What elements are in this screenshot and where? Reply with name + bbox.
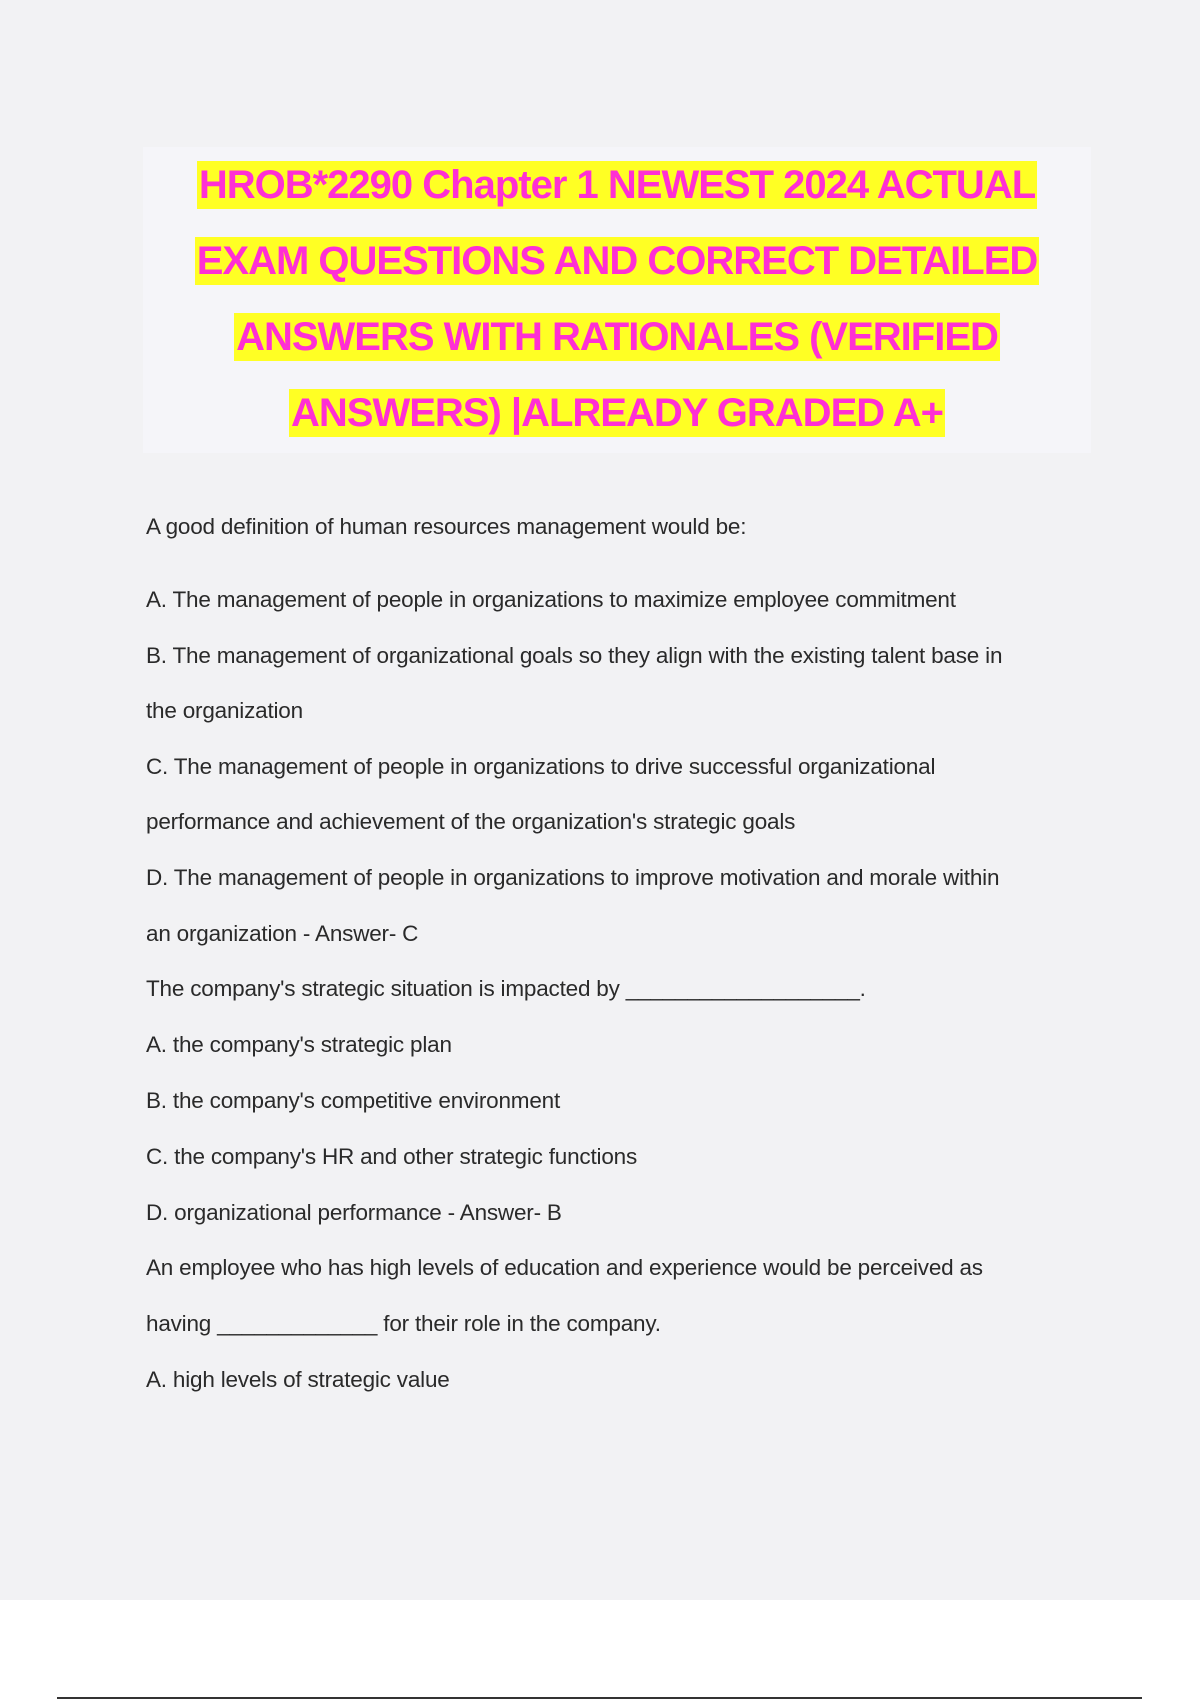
title-line: ANSWERS WITH RATIONALES (VERIFIED bbox=[236, 315, 998, 359]
answer-key: D. organizational performance - Answer- B bbox=[146, 1200, 562, 1225]
answer-option: C. The management of people in organizations to drive successful organizational bbox=[146, 754, 936, 779]
answer-option: C. the company's HR and other strategic functions bbox=[146, 1144, 637, 1169]
answer-option: A. the company's strategic plan bbox=[146, 1032, 452, 1057]
question-text-continuation: having _____________ for their role in the company. bbox=[146, 1311, 661, 1336]
title-line: HROB*2290 Chapter 1 NEWEST 2024 ACTUAL bbox=[198, 163, 1036, 207]
answer-option-continuation: performance and achievement of the organization's strategic goals bbox=[146, 809, 796, 834]
answer-key: an organization - Answer- C bbox=[146, 921, 419, 946]
question-text: A good definition of human resources management would be: bbox=[146, 514, 747, 539]
answer-option: A. The management of people in organizations to maximize employee commitment bbox=[146, 587, 956, 612]
answer-option: B. The management of organizational goals so they align with the existing talent base in bbox=[146, 643, 1003, 668]
answer-option: D. The management of people in organizations to improve motivation and morale within bbox=[146, 865, 1000, 890]
answer-option: B. the company's competitive environment bbox=[146, 1088, 560, 1113]
question-text: An employee who has high levels of education and experience would be perceived as bbox=[146, 1255, 983, 1280]
title-line: ANSWERS) |ALREADY GRADED A+ bbox=[290, 391, 944, 435]
title-line: EXAM QUESTIONS AND CORRECT DETAILED bbox=[196, 239, 1038, 283]
answer-option-continuation: the organization bbox=[146, 698, 303, 723]
footer-divider bbox=[57, 1697, 1142, 1699]
answer-option: A. high levels of strategic value bbox=[146, 1367, 450, 1392]
question-text: The company's strategic situation is impacted by ___________________. bbox=[146, 976, 866, 1001]
document-title bbox=[143, 147, 1091, 453]
